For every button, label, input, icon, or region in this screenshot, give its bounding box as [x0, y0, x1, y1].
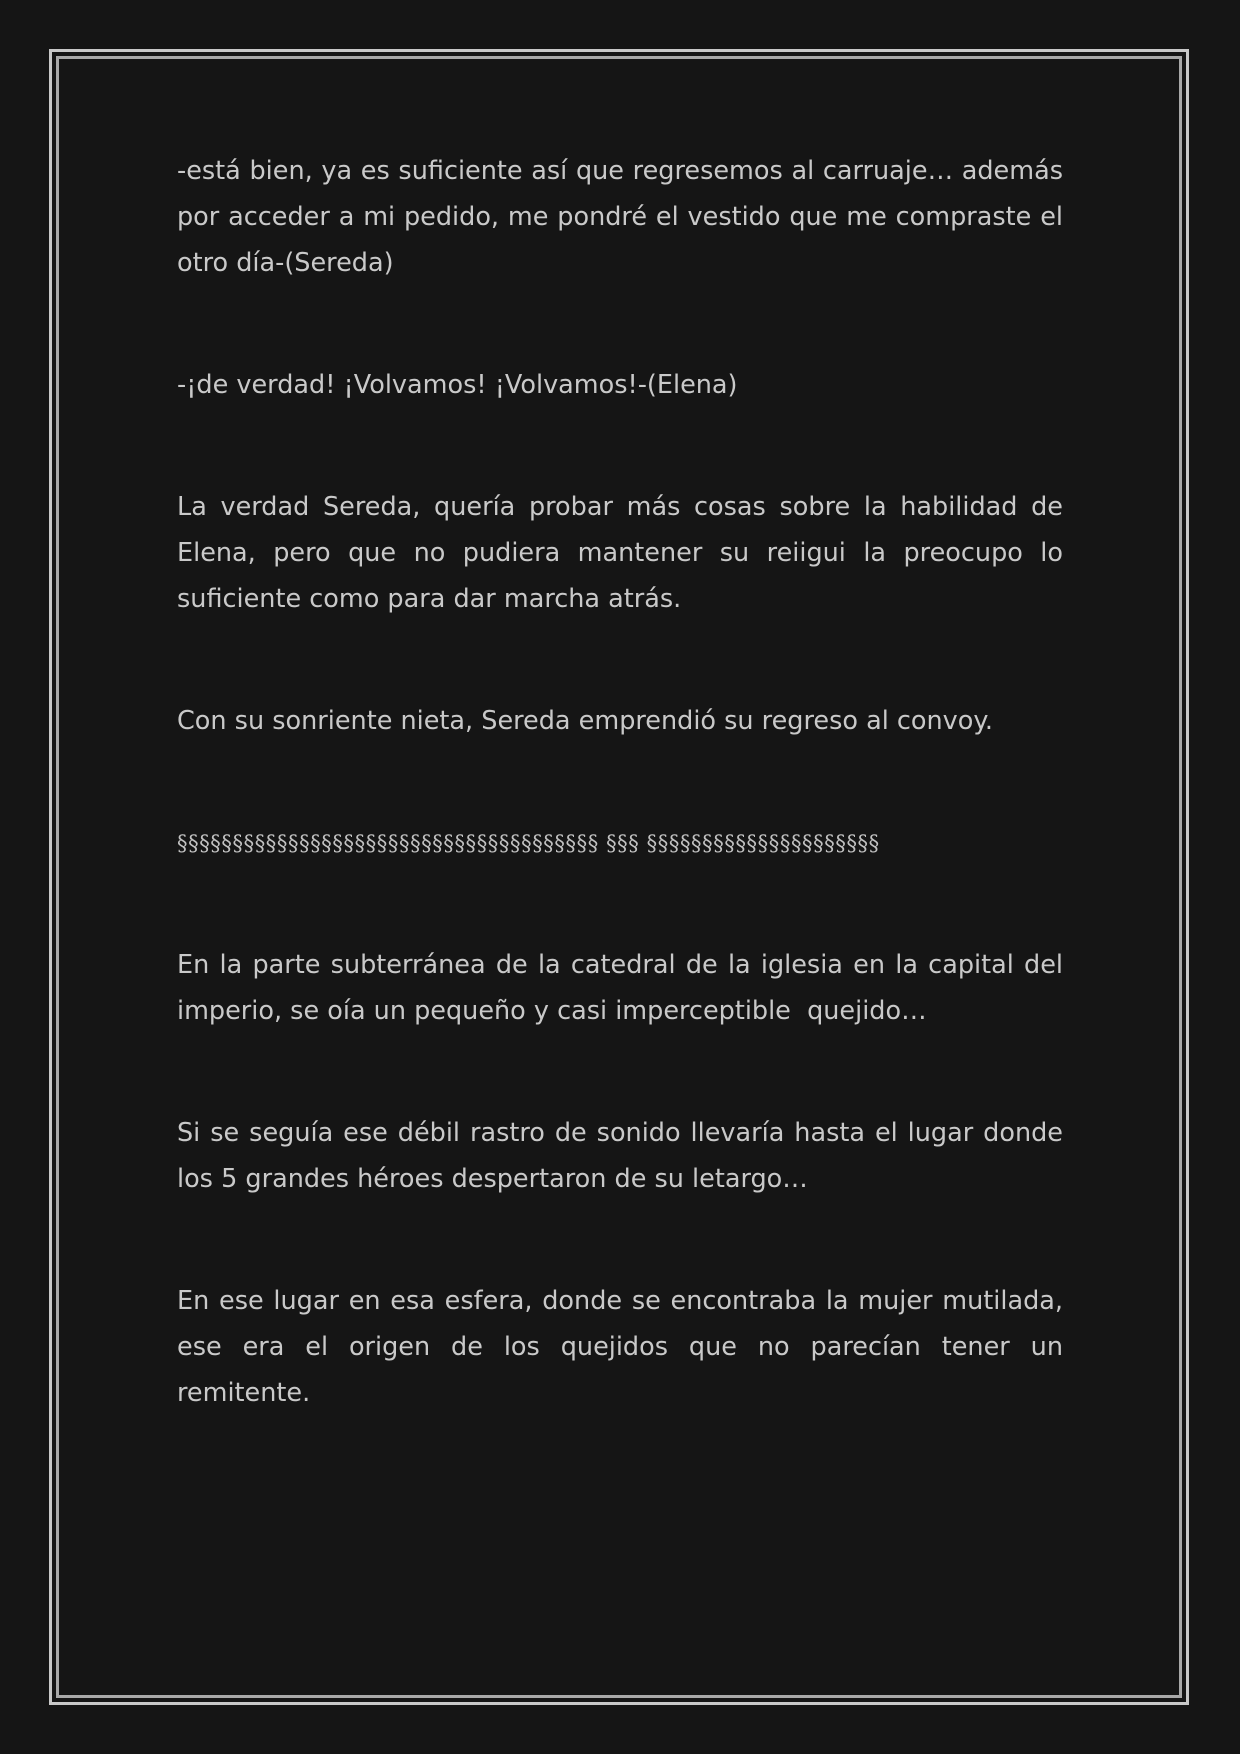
- section-separator: §§§§§§§§§§§§§§§§§§§§§§§§§§§§§§§§§§§§§§ §§§ §§§§§§§§§§§§§§§§§§§§§: [177, 831, 880, 855]
- paragraph-narration-convoy: Con su sonriente nieta, Sereda emprendió su regreso al convoy.: [177, 706, 993, 736]
- paragraph-sereda-dialogue: -está bien, ya es suficiente así que regresemos al carruaje… además por acceder a mi pedido, me pondré el vestido que me compraste el otro día-(Sereda): [177, 156, 1072, 278]
- document-body: [177, 148, 1072, 1492]
- paragraph-rastro: Si se seguía ese débil rastro de sonido llevaría hasta el lugar donde los 5 grandes héroes despertaron de su letargo…: [177, 1118, 1072, 1194]
- paragraph-narration-habilidad: La verdad Sereda, quería probar más cosas sobre la habilidad de Elena, pero que no pudiera mantener su reiigui la preocupo lo suficiente como para dar marcha atrás.: [177, 492, 1072, 614]
- paragraph-catedral: En la parte subterránea de la catedral de la iglesia en la capital del imperio, se oía un pequeño y casi imperceptible quejido…: [177, 950, 1072, 1026]
- paragraph-elena-dialogue: -¡de verdad! ¡Volvamos! ¡Volvamos!-(Elena): [177, 370, 738, 400]
- paragraph-esfera: En ese lugar en esa esfera, donde se encontraba la mujer mutilada, ese era el origen de los quejidos que no parecían tener un remitente.: [177, 1286, 1072, 1408]
